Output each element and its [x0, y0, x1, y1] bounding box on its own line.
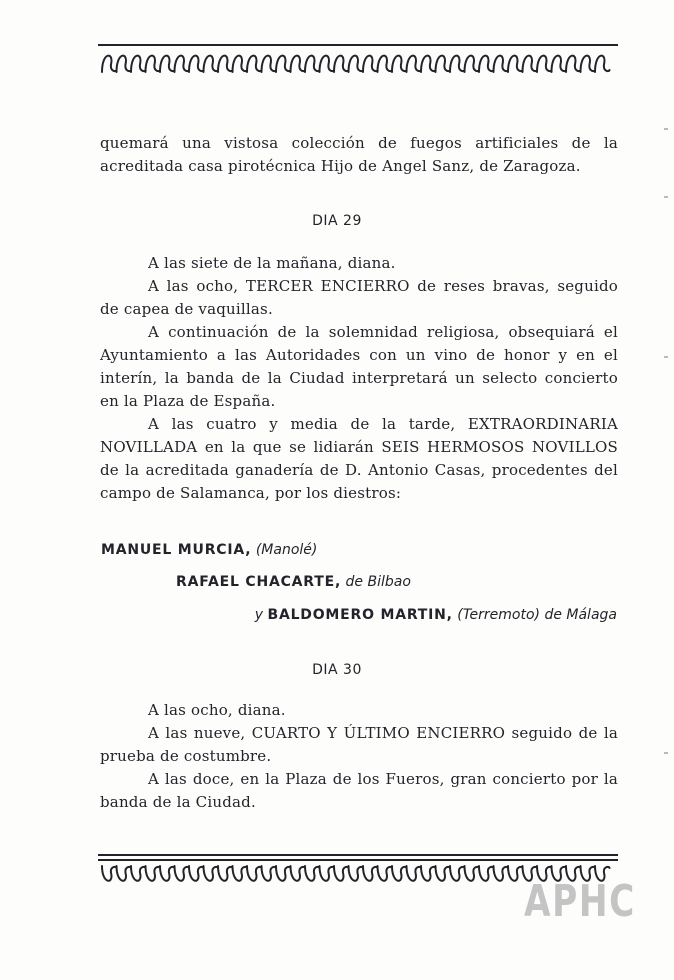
margin-mark: [664, 196, 668, 198]
day-29-paragraph: A las siete de la mañana, diana.: [148, 254, 396, 272]
day-29-paragraph: A las ocho, TERCER ENCIERRO de reses bravas, seguido de capea de vaquillas.: [100, 277, 618, 318]
intro-paragraph: quemará una vistosa colección de fuegos artificiales de la acreditada casa pirotécnica Hijo de Angel Sanz, de Zaragoza.: [100, 134, 618, 175]
top-decorative-rule: [98, 42, 618, 76]
torero-line: [255, 607, 617, 623]
aphc-watermark: APHC: [524, 876, 636, 927]
margin-mark: [664, 752, 668, 754]
torero-nickname: (Manolé): [255, 542, 318, 558]
torero-nickname: (Terremoto): [457, 607, 540, 623]
day-29-paragraph: A las cuatro y media de la tarde, EXTRAORDINARIA NOVILLADA en la que se lidiarán SEIS HERMOSOS NOVILLOS de la acreditada ganadería de D. Antonio Casas, procedentes del campo de Salamanca, por los diestros:: [100, 415, 618, 502]
torero-line: [176, 574, 411, 590]
day-29-section: [100, 252, 618, 505]
torero-name: BALDOMERO MARTIN,: [267, 607, 453, 623]
day-30-heading: DIA 30: [312, 662, 362, 678]
torero-name: MANUEL MURCIA,: [101, 542, 252, 558]
torero-prefix: y: [254, 607, 264, 623]
margin-mark: [664, 128, 668, 130]
day-30-section: [100, 699, 618, 814]
day-29-heading: DIA 29: [312, 213, 362, 229]
day-29-paragraph: A continuación de la solemnidad religiosa, obsequiará el Ayuntamiento a las Autoridades con un vino de honor y en el interín, la banda de la Ciudad interpretará un selecto concierto en la Plaza de España.: [100, 323, 618, 410]
torero-origin: de Málaga: [544, 607, 617, 623]
day-30-paragraph: A las ocho, diana.: [148, 701, 286, 719]
torero-origin: de Bilbao: [345, 574, 411, 590]
torero-name: RAFAEL CHACARTE,: [176, 574, 342, 590]
margin-mark: [664, 356, 668, 358]
intro-section: [100, 132, 618, 178]
day-30-paragraph: A las doce, en la Plaza de los Fueros, gran concierto por la banda de la Ciudad.: [100, 770, 618, 811]
torero-line: [101, 542, 317, 558]
day-30-paragraph: A las nueve, CUARTO Y ÚLTIMO ENCIERRO seguido de la prueba de costumbre.: [100, 724, 618, 765]
